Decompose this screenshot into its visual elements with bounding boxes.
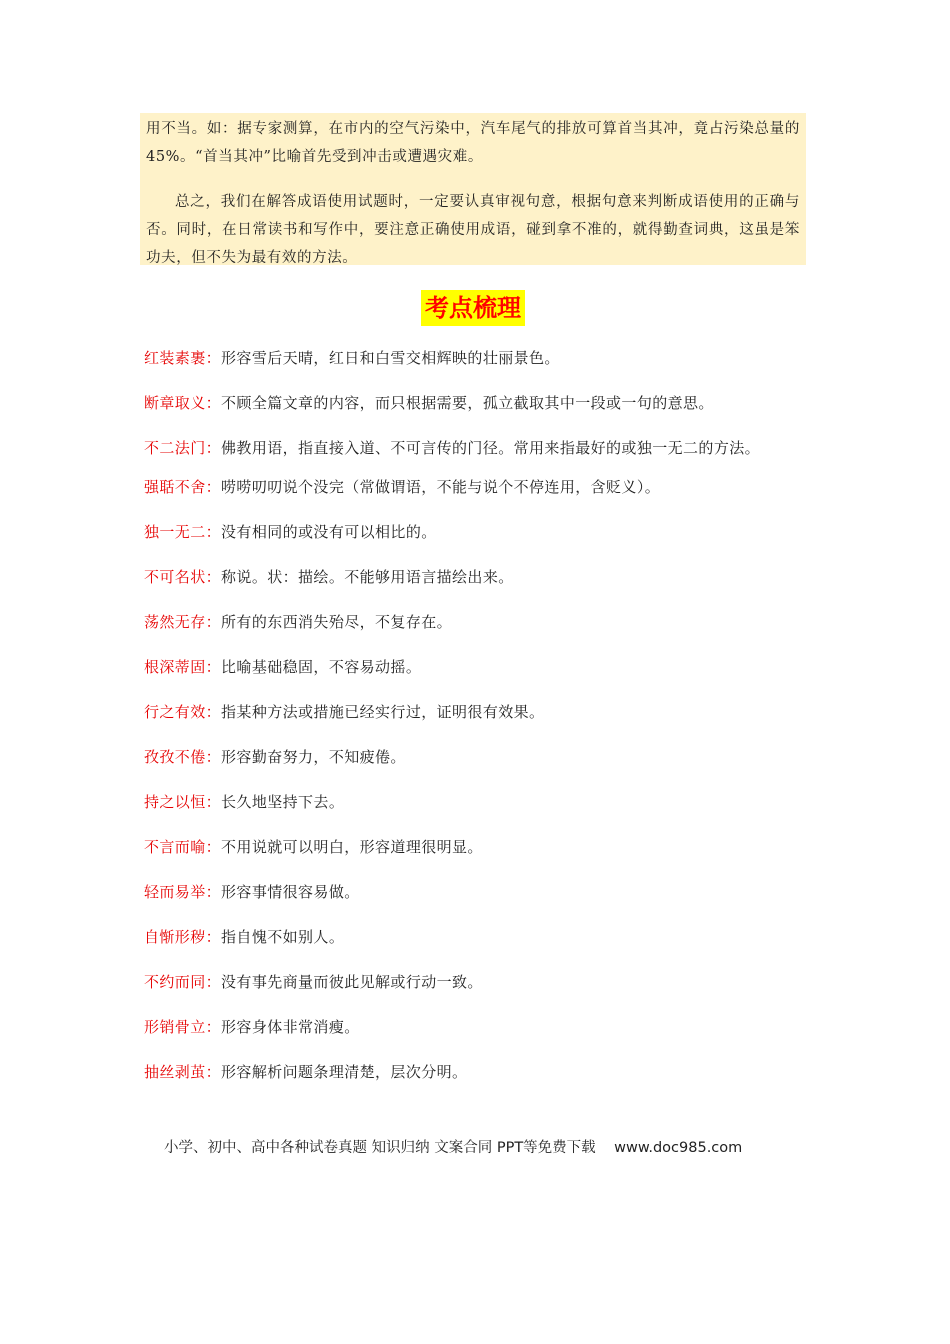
colon: ： (205, 703, 222, 721)
colon: ： (205, 838, 222, 856)
intro-paragraph-2: 总之，我们在解答成语使用试题时，一定要认真审视句意，根据句意来判断成语使用的正确与否。同时，在日常读书和写作中，要注意正确使用成语，碰到拿不准的，就得勤查词典，这虽是笨功夫，但不失为最有效的方法。 (146, 194, 800, 266)
colon: ： (205, 439, 222, 457)
idiom-entry (144, 744, 808, 770)
idiom-definition: 指某种方法或措施已经实行过，证明很有效果。 (221, 703, 545, 721)
idiom-definition: 不顾全篇文章的内容，而只根据需要，孤立截取其中一段或一句的意思。 (221, 394, 714, 412)
colon: ： (205, 394, 222, 412)
idiom-entry (144, 654, 808, 680)
intro-paragraph-1: 用不当。如：据专家测算，在市内的空气污染中，汽车尾气的排放可算首当其冲，竟占污染总量的45%。“首当其冲”比喻首先受到冲击或遭遇灾难。 (146, 121, 800, 165)
colon: ： (205, 349, 222, 367)
idiom-entry (144, 834, 808, 860)
idiom-entry (144, 789, 808, 815)
footer-url[interactable]: www.doc985.com (614, 1140, 743, 1156)
colon: ： (205, 658, 222, 676)
idiom-term: 不可名状 (144, 568, 206, 586)
idiom-entry (144, 1059, 808, 1085)
colon: ： (205, 478, 222, 496)
idiom-term: 持之以恒 (144, 793, 206, 811)
idiom-definition: 所有的东西消失殆尽，不复存在。 (221, 613, 453, 631)
idiom-definition: 没有事先商量而彼此见解或行动一致。 (221, 973, 483, 991)
idiom-definition: 指自愧不如别人。 (221, 928, 345, 946)
idiom-entry (144, 519, 808, 545)
idiom-definition: 不用说就可以明白，形容道理很明显。 (221, 838, 483, 856)
idiom-definition: 形容解析问题条理清楚，层次分明。 (221, 1063, 468, 1081)
idiom-term: 形销骨立 (144, 1018, 206, 1036)
idiom-definition: 佛教用语，指直接入道、不可言传的门径。常用来指最好的或独一无二的方法。 (221, 439, 761, 457)
colon: ： (205, 973, 222, 991)
idiom-definition: 长久地坚持下去。 (221, 793, 345, 811)
colon: ： (205, 568, 222, 586)
idiom-entry (144, 435, 808, 461)
colon: ： (205, 883, 222, 901)
idiom-term: 不言而喻 (144, 838, 206, 856)
idiom-term: 独一无二 (144, 523, 206, 541)
colon: ： (205, 928, 222, 946)
idiom-term: 根深蒂固 (144, 658, 206, 676)
idiom-entry (144, 564, 808, 590)
idiom-definition: 形容雪后天晴，红日和白雪交相辉映的壮丽景色。 (221, 349, 560, 367)
idiom-term: 断章取义 (144, 394, 206, 412)
idiom-term: 抽丝剥茧 (144, 1063, 206, 1081)
idiom-list (144, 345, 808, 1104)
colon: ： (205, 1063, 222, 1081)
idiom-entry (144, 390, 808, 416)
idiom-definition: 比喻基础稳固，不容易动摇。 (221, 658, 422, 676)
footer-text: 小学、初中、高中各种试卷真题 知识归纳 文案合同 PPT等免费下载 (164, 1140, 596, 1156)
idiom-entry (144, 474, 808, 500)
idiom-term: 行之有效 (144, 703, 206, 721)
colon: ： (205, 613, 222, 631)
idiom-term: 荡然无存 (144, 613, 206, 631)
idiom-term: 不约而同 (144, 973, 206, 991)
idiom-term: 强聒不舍 (144, 478, 206, 496)
footer (164, 1136, 742, 1157)
colon: ： (205, 1018, 222, 1036)
idiom-entry (144, 345, 808, 371)
idiom-term: 孜孜不倦 (144, 748, 206, 766)
idiom-definition: 形容身体非常消瘦。 (221, 1018, 360, 1036)
colon: ： (205, 523, 222, 541)
idiom-term: 红装素裹 (144, 349, 206, 367)
idiom-entry (144, 609, 808, 635)
colon: ： (205, 748, 222, 766)
idiom-entry (144, 924, 808, 950)
idiom-definition: 形容事情很容易做。 (221, 883, 360, 901)
idiom-entry (144, 699, 808, 725)
colon: ： (205, 793, 222, 811)
idiom-entry (144, 879, 808, 905)
idiom-entry (144, 969, 808, 995)
idiom-term: 不二法门 (144, 439, 206, 457)
idiom-definition: 形容勤奋努力，不知疲倦。 (221, 748, 406, 766)
idiom-definition: 没有相同的或没有可以相比的。 (221, 523, 437, 541)
intro-highlight-box (140, 113, 806, 265)
idiom-definition: 唠唠叨叨说个没完（常做谓语，不能与说个不停连用，含贬义）。 (221, 478, 661, 496)
idiom-term: 自惭形秽 (144, 928, 206, 946)
section-title: 考点梳理 (421, 290, 525, 326)
idiom-entry (144, 1014, 808, 1040)
idiom-definition: 称说。状：描绘。不能够用语言描绘出来。 (221, 568, 514, 586)
idiom-term: 轻而易举 (144, 883, 206, 901)
